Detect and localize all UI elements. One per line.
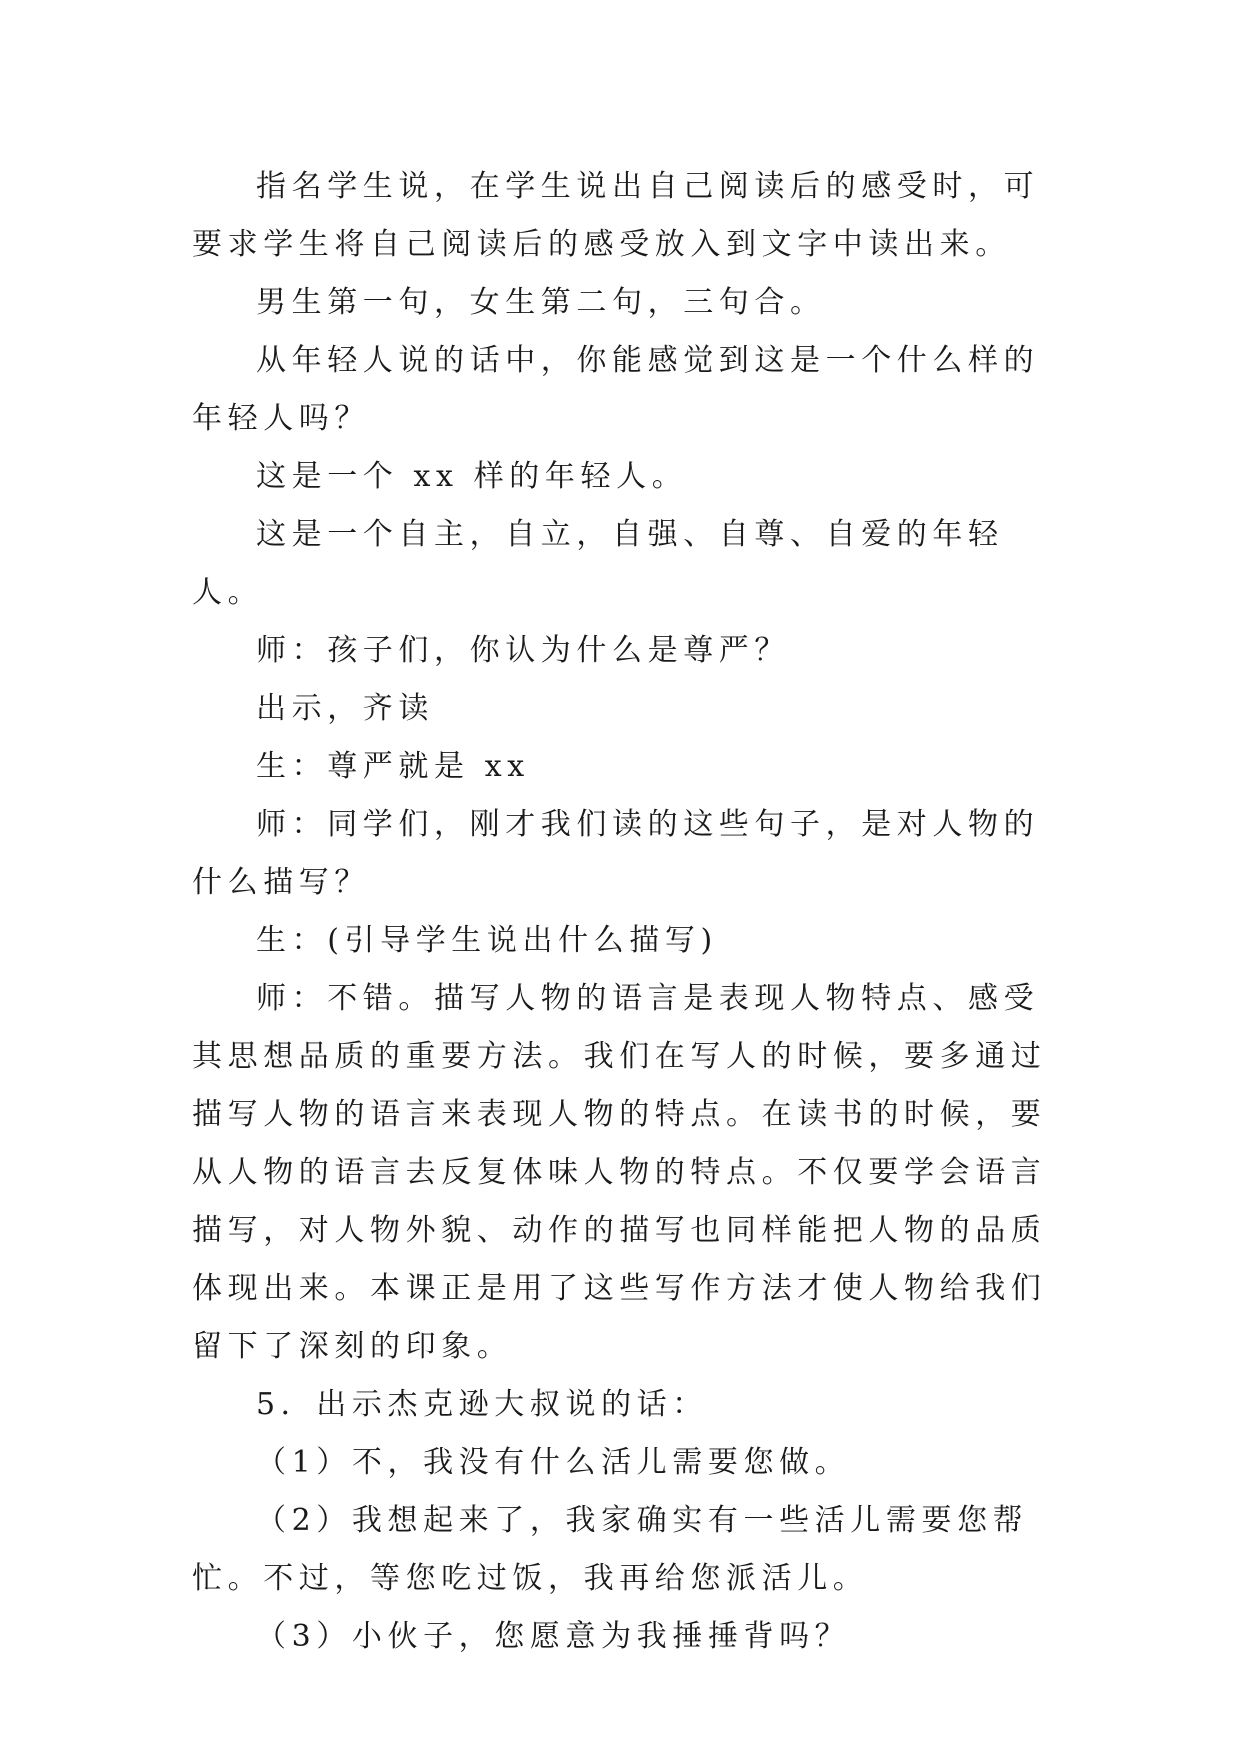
paragraph: 生：尊严就是 xx <box>256 749 530 784</box>
paragraph: 生：(引导学生说出什么描写) <box>256 923 718 958</box>
paragraph: 师：不错。描写人物的语言是表现人物特点、感受其思想品质的重要方法。我们在写人的时候，要多通过描写人物的语言来表现人物的特点。在读书的时候，要从人物的语言去反复体味人物的特点。不仅要学会语言描写，对人物外貌、动作的描写也同样能把人物的品质体现出来。本课正是用了这些写作方法才使人物给我们留下了深刻的印象。 <box>192 981 1047 1364</box>
list-heading: 5．出示杰克逊大叔说的话： <box>256 1387 708 1422</box>
paragraph: 指名学生说，在学生说出自己阅读后的感受时，可要求学生将自己阅读后的感受放入到文字中读出来。 <box>192 169 1040 262</box>
list-item: （3）小伙子，您愿意为我捶捶背吗？ <box>256 1619 851 1654</box>
list-item: （2）我想起来了，我家确实有一些活儿需要您帮忙。不过，等您吃过饭，我再给您派活儿。 <box>192 1503 1029 1596</box>
paragraph: 这是一个 xx 样的年轻人。 <box>256 459 688 494</box>
document-body <box>192 158 1062 1666</box>
paragraph: 这是一个自主，自立，自强、自尊、自爱的年轻人。 <box>192 517 1004 610</box>
paragraph: 男生第一句，女生第二句，三句合。 <box>256 285 826 320</box>
list-item: （1）不，我没有什么活儿需要您做。 <box>256 1445 851 1480</box>
paragraph: 师：同学们，刚才我们读的这些句子，是对人物的什么描写？ <box>192 807 1040 900</box>
paragraph: 师：孩子们，你认为什么是尊严？ <box>256 633 790 668</box>
paragraph: 出示，齐读 <box>256 691 434 726</box>
paragraph: 从年轻人说的话中，你能感觉到这是一个什么样的年轻人吗？ <box>192 343 1040 436</box>
